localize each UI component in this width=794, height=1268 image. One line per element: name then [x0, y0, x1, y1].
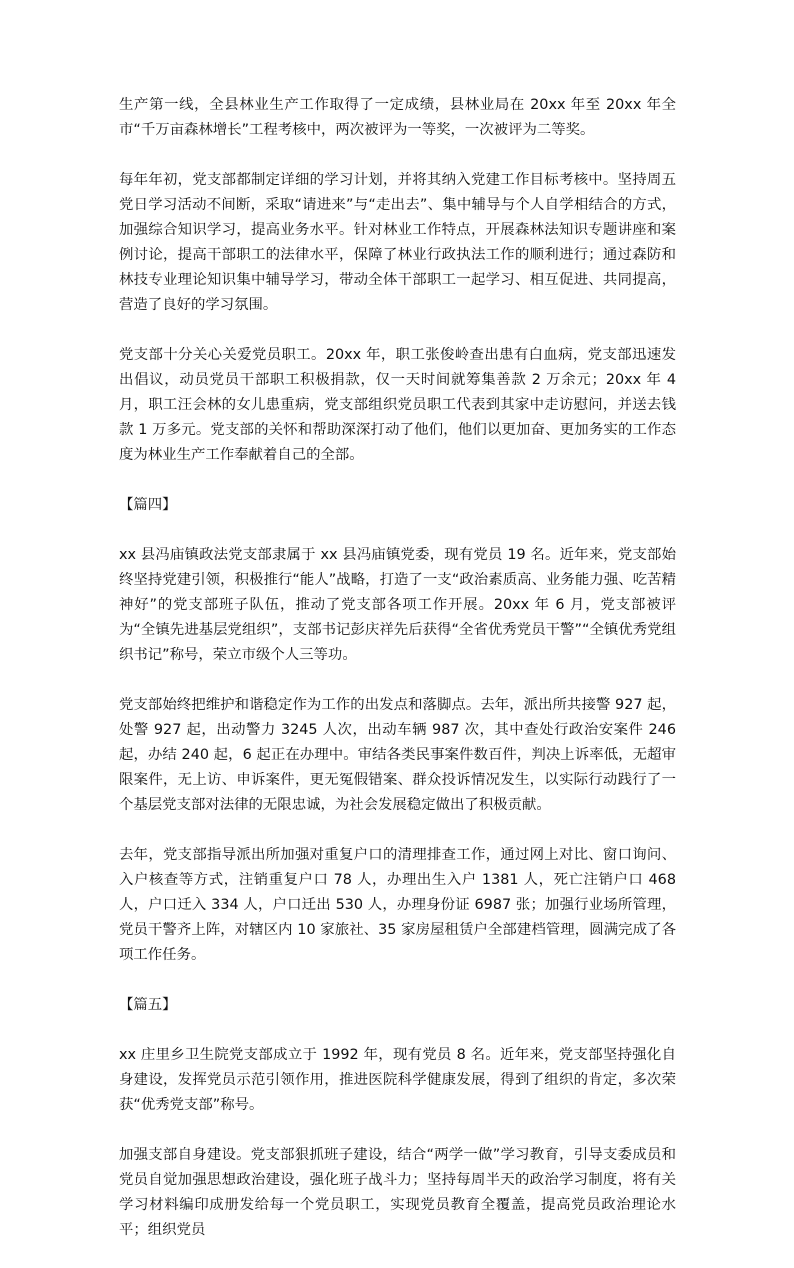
paragraph-self-construction: 加强支部自身建设。党支部狠抓班子建设，结合“两学一做”学习教育，引导支委成员和党员自觉加强思想政治建设，强化班子战斗力；坚持每周半天的政治学习制度，将有关学习材料编印成册发给每一个党员职工，实现党员教育全覆盖，提高党员政治理论水平；组织党员	[119, 1147, 676, 1238]
paragraph-forestry-achievements: 生产第一线，全县林业生产工作取得了一定成绩，县林业局在 20xx 年至 20xx 年全市“千万亩森林增长”工程考核中，两次被评为一等奖，一次被评为二等奖。	[119, 97, 676, 138]
section-heading-part-four: 【篇四】	[119, 497, 177, 513]
paragraph-study-plan: 每年年初，党支部都制定详细的学习计划，并将其纳入党建工作目标考核中。坚持周五党日学习活动不间断，采取“请进来”与“走出去”、集中辅导与个人自学相结合的方式，加强综合知识学习，提高业务水平。针对林业工作特点，开展森林法知识专题讲座和案例讨论，提高干部职工的法律水平，保障了林业行政执法工作的顺利进行；通过森防和林技专业理论知识集中辅导学习，带动全体干部职工一起学习、相互促进、共同提高，营造了良好的学习氛围。	[119, 172, 676, 313]
paragraph-stability-work: 党支部始终把维护和谐稳定作为工作的出发点和落脚点。去年，派出所共接警 927 起，处警 927 起，出动警力 3245 人次，出动车辆 987 次，其中查处行政治安案件 246 起，办结 240 起，6 起正在办理中。审结各类民事案件数百件，判决上诉率低，无超审限案件，无上访、申诉案件，更无冤假错案、群众投诉情况发生，以实际行动践行了一个基层党支部对法律的无限忠诚，为社会发展稳定做出了积极贡献。	[119, 697, 676, 813]
paragraph-household-registration: 去年，党支部指导派出所加强对重复户口的清理排查工作，通过网上对比、窗口询问、入户核查等方式，注销重复户口 78 人，办理出生入户 1381 人，死亡注销户口 468 人，户口迁入 334 人，户口迁出 530 人，办理身份证 6987 张；加强行业场所管理，党员干警齐上阵，对辖区内 10 家旅社、35 家房屋租赁户全部建档管理，圆满完成了各项工作任务。	[119, 847, 676, 963]
paragraph-care-for-members: 党支部十分关心关爱党员职工。20xx 年，职工张俊岭查出患有白血病，党支部迅速发出倡议，动员党员干部职工积极捐款，仅一天时间就筹集善款 2 万余元；20xx 年 4 月，职工汪会林的女儿患重病，党支部组织党员职工代表到其家中走访慰问，并送去钱款 1 万多元。党支部的关怀和帮助深深打动了他们，他们以更加奋、更加务实的工作态度为林业生产工作奉献着自己的全部。	[119, 347, 676, 463]
paragraph-fengmiao-branch-intro: xx 县冯庙镇政法党支部隶属于 xx 县冯庙镇党委，现有党员 19 名。近年来，党支部始终坚持党建引领，积极推行“能人”战略，打造了一支“政治素质高、业务能力强、吃苦精神好”的党支部班子队伍，推动了党支部各项工作开展。20xx 年 6 月，党支部被评为“全镇先进基层党组织”，支部书记彭庆祥先后获得“全省优秀党员干警”“全镇优秀党组织书记”称号，荣立市级个人三等功。	[119, 547, 676, 663]
document-body	[119, 93, 676, 1268]
paragraph-zhuangli-hospital-intro: xx 庄里乡卫生院党支部成立于 1992 年，现有党员 8 名。近年来，党支部坚持强化自身建设，发挥党员示范引领作用，推进医院科学健康发展，得到了组织的肯定，多次荣获“优秀党支部”称号。	[119, 1047, 676, 1113]
section-heading-part-five: 【篇五】	[119, 997, 177, 1013]
